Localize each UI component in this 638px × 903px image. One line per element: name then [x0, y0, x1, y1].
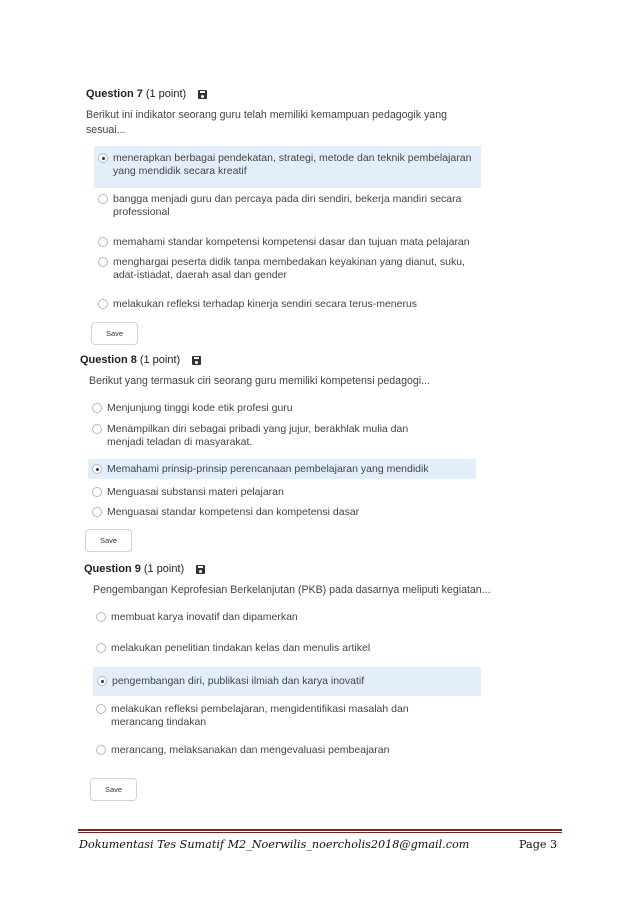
option-label: pengembangan diri, publikasi ilmiah dan karya inovatif — [112, 675, 365, 687]
radio-button[interactable] — [92, 487, 102, 497]
save-icon[interactable] — [192, 356, 201, 365]
save-icon[interactable] — [196, 565, 205, 574]
question-points: (1 point) — [145, 88, 187, 100]
option-label: Memahami prinsip-prinsip perencanaan pembelajaran yang mendidik — [107, 463, 429, 475]
answer-option[interactable] — [92, 402, 472, 415]
save-button[interactable]: Save — [85, 529, 132, 552]
answer-option[interactable] — [88, 459, 476, 479]
radio-button[interactable] — [98, 237, 108, 247]
answer-option[interactable] — [98, 236, 478, 249]
question-title: Question 8 — [80, 354, 137, 366]
radio-button[interactable] — [98, 194, 108, 204]
option-label: bangga menjadi guru dan percaya pada diri sendiri, bekerja mandiri secara professional — [113, 193, 462, 218]
answer-option[interactable] — [92, 423, 447, 449]
question-header — [84, 561, 284, 577]
option-label: melakukan penelitian tindakan kelas dan menulis artikel — [111, 642, 371, 654]
option-label: menerapkan berbagai pendekatan, strategi, metode dan teknik pembelajaran yang mendidik secara kreatif — [113, 152, 472, 177]
save-button[interactable]: Save — [91, 322, 138, 345]
save-icon[interactable] — [198, 90, 207, 99]
question-points: (1 point) — [143, 563, 185, 575]
question-title: Question 9 — [84, 563, 141, 575]
radio-button[interactable] — [92, 507, 102, 517]
radio-button[interactable] — [97, 676, 107, 686]
radio-button[interactable] — [96, 704, 106, 714]
option-label: melakukan refleksi terhadap kinerja sendiri secara terus-menerus — [113, 298, 418, 310]
question-header — [86, 86, 286, 102]
answer-option[interactable] — [96, 642, 476, 655]
radio-button[interactable] — [98, 299, 108, 309]
answer-option[interactable] — [98, 193, 468, 219]
question-header — [80, 352, 280, 368]
footer-rule-thin — [78, 832, 562, 833]
option-label: merancang, melaksanakan dan mengevaluasi pembeajaran — [111, 744, 390, 756]
option-label: Menguasai substansi materi pelajaran — [107, 486, 284, 498]
option-label: Menguasai standar kompetensi dan kompetensi dasar — [107, 506, 360, 518]
question-text: Berikut ini indikator seorang guru telah memiliki kemampuan pedagogik yang sesuai... — [86, 109, 447, 136]
radio-button[interactable] — [96, 745, 106, 755]
answer-option[interactable] — [96, 744, 476, 757]
radio-button[interactable] — [92, 424, 102, 434]
radio-button[interactable] — [98, 257, 108, 267]
footer-page-number: Page 3 — [519, 838, 558, 851]
question-points: (1 point) — [139, 354, 181, 366]
option-label: melakukan refleksi pembelajaran, mengidentifikasi masalah dan merancang tindakan — [111, 703, 409, 728]
answer-option[interactable] — [96, 611, 476, 624]
option-label: membuat karya inovatif dan dipamerkan — [111, 611, 298, 623]
answer-option[interactable] — [92, 486, 472, 499]
question-text: Pengembangan Keprofesian Berkelanjutan (PKB) pada dasarnya meliputi kegiatan... — [93, 584, 491, 596]
option-label: Menampilkan diri sebagai pribadi yang jujur, berakhlak mulia dan menjadi teladan di masyarakat. — [107, 423, 409, 448]
answer-option[interactable] — [98, 256, 483, 282]
option-label: memahami standar kompetensi kompetensi dasar dan tujuan mata pelajaran — [113, 236, 470, 248]
save-button[interactable]: Save — [90, 778, 137, 801]
question-text: Berikut yang termasuk ciri seorang guru memiliki kompetensi pedagogi... — [89, 375, 430, 387]
answer-option[interactable] — [96, 703, 461, 729]
radio-button[interactable] — [96, 612, 106, 622]
answer-option[interactable] — [92, 506, 472, 519]
footer-document-title: Dokumentasi Tes Sumatif M2_Noerwilis_noercholis2018@gmail.com — [79, 838, 470, 851]
option-label: menghargai peserta didik tanpa membedakan keyakinan yang dianut, suku, adat-istiadat, daerah asal dan gender — [113, 256, 465, 281]
answer-option[interactable] — [93, 667, 481, 696]
question-title: Question 7 — [86, 88, 143, 100]
option-label: Menjunjung tinggi kode etik profesi guru — [107, 402, 293, 414]
answer-option[interactable] — [94, 146, 481, 188]
radio-button[interactable] — [98, 153, 108, 163]
radio-button[interactable] — [92, 464, 102, 474]
footer-rule — [78, 829, 562, 831]
radio-button[interactable] — [96, 643, 106, 653]
radio-button[interactable] — [92, 403, 102, 413]
answer-option[interactable] — [98, 298, 478, 311]
